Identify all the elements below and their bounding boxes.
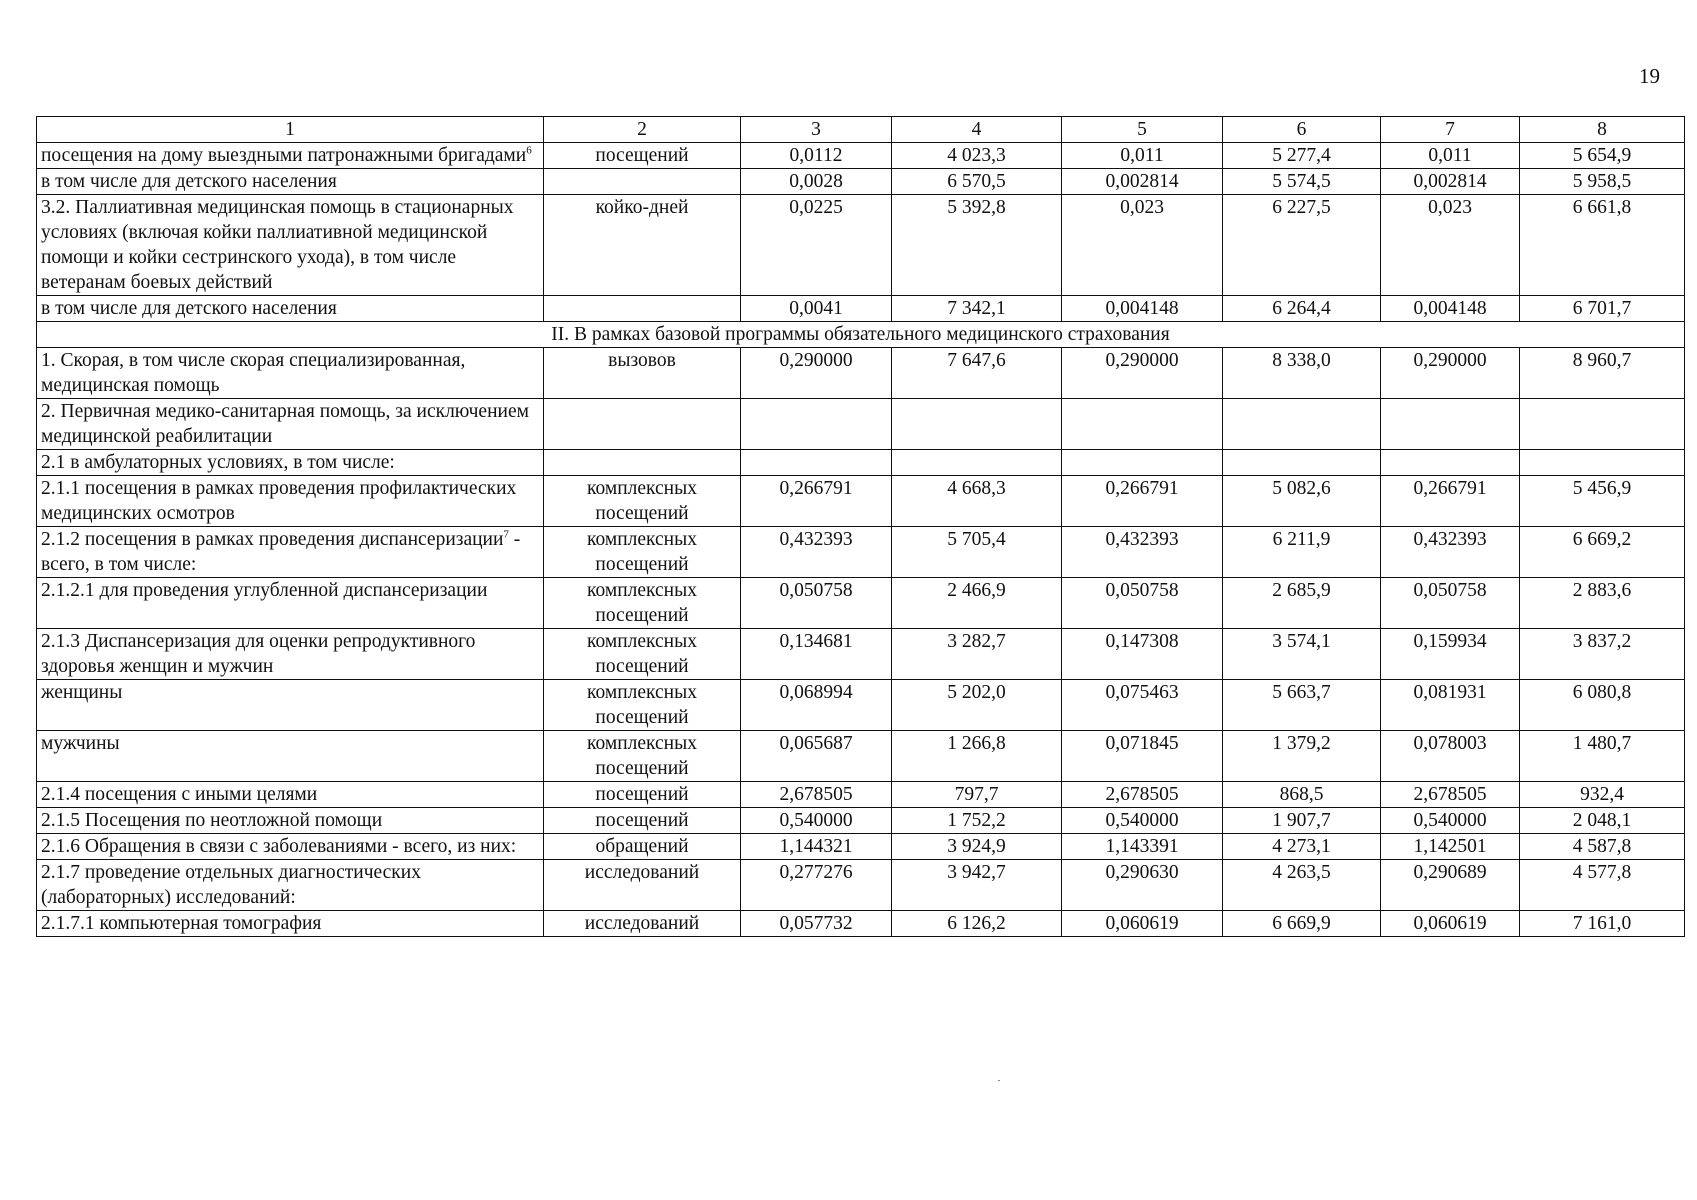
table-row [37, 143, 1685, 169]
value-cell: 7 161,0 [1520, 911, 1685, 937]
unit-cell: посещений [544, 782, 741, 808]
unit-cell [544, 296, 741, 322]
value-cell: 0,290630 [1062, 860, 1223, 911]
value-cell: 2 685,9 [1223, 578, 1381, 629]
table-row [37, 348, 1685, 399]
table-row [37, 860, 1685, 911]
table-row [37, 195, 1685, 296]
value-cell: 0,065687 [741, 731, 892, 782]
value-cell: 0,060619 [1062, 911, 1223, 937]
unit-cell: комплексных посещений [544, 578, 741, 629]
value-cell: 6 126,2 [892, 911, 1062, 937]
value-cell: 5 958,5 [1520, 169, 1685, 195]
row-label: 2. Первичная медико-санитарная помощь, за исключением медицинской реабилитации [41, 401, 529, 447]
value-cell [741, 450, 892, 476]
table-row [37, 808, 1685, 834]
value-cell: 1,144321 [741, 834, 892, 860]
value-cell: 0,023 [1062, 195, 1223, 296]
row-label-cell [37, 834, 544, 860]
value-cell: 0,011 [1381, 143, 1520, 169]
section-title: II. В рамках базовой программы обязательного медицинского страхования [37, 322, 1685, 348]
unit-cell: комплексных посещений [544, 680, 741, 731]
value-cell [1381, 399, 1520, 450]
unit-cell: посещений [544, 808, 741, 834]
row-label-cell [37, 399, 544, 450]
value-cell: 5 574,5 [1223, 169, 1381, 195]
unit-cell: исследований [544, 911, 741, 937]
unit-cell: обращений [544, 834, 741, 860]
row-label: мужчины [41, 733, 120, 754]
value-cell: 0,266791 [1381, 476, 1520, 527]
table-row [37, 169, 1685, 195]
row-label-tail: - всего, в том числе: [41, 529, 521, 575]
value-cell: 3 837,2 [1520, 629, 1685, 680]
value-cell: 1 266,8 [892, 731, 1062, 782]
value-cell: 0,078003 [1381, 731, 1520, 782]
norms-table [36, 116, 1685, 937]
row-label: 2.1.2.1 для проведения углубленной диспансеризации [41, 580, 488, 601]
value-cell: 3 924,9 [892, 834, 1062, 860]
row-label-cell [37, 348, 544, 399]
value-cell: 0,023 [1381, 195, 1520, 296]
value-cell: 797,7 [892, 782, 1062, 808]
row-label: в том числе для детского населения [41, 171, 337, 192]
unit-cell [544, 169, 741, 195]
value-cell: 0,002814 [1062, 169, 1223, 195]
value-cell: 0,0112 [741, 143, 892, 169]
row-label: 2.1.1 посещения в рамках проведения профилактических медицинских осмотров [41, 478, 517, 524]
footnote-mark: 6 [526, 144, 532, 157]
value-cell: 2 466,9 [892, 578, 1062, 629]
table-row [37, 731, 1685, 782]
value-cell: 0,011 [1062, 143, 1223, 169]
header-row [37, 117, 1685, 143]
table-row [37, 527, 1685, 578]
value-cell: 4 273,1 [1223, 834, 1381, 860]
unit-cell: вызовов [544, 348, 741, 399]
unit-cell: посещений [544, 143, 741, 169]
value-cell: 8 960,7 [1520, 348, 1685, 399]
value-cell: 0,290000 [741, 348, 892, 399]
value-cell: 2 048,1 [1520, 808, 1685, 834]
value-cell: 6 669,2 [1520, 527, 1685, 578]
header-cell: 7 [1381, 117, 1520, 143]
row-label-cell [37, 782, 544, 808]
value-cell: 0,004148 [1062, 296, 1223, 322]
value-cell: 5 392,8 [892, 195, 1062, 296]
row-label-cell [37, 450, 544, 476]
row-label: посещения на дому выездными патронажными бригадами [41, 145, 527, 166]
header-cell: 3 [741, 117, 892, 143]
row-label-cell [37, 296, 544, 322]
value-cell: 5 277,4 [1223, 143, 1381, 169]
value-cell: 8 338,0 [1223, 348, 1381, 399]
header-cell: 8 [1520, 117, 1685, 143]
row-label: 2.1.2 посещения в рамках проведения диспансеризации [41, 529, 504, 550]
row-label: женщины [41, 682, 123, 703]
value-cell: 5 663,7 [1223, 680, 1381, 731]
value-cell: 0,266791 [1062, 476, 1223, 527]
value-cell: 0,277276 [741, 860, 892, 911]
row-label: 2.1.7.1 компьютерная томография [41, 913, 322, 934]
value-cell: 0,050758 [741, 578, 892, 629]
value-cell: 4 577,8 [1520, 860, 1685, 911]
row-label: 1. Скорая, в том числе скорая специализированная, медицинская помощь [41, 350, 466, 396]
value-cell [1062, 450, 1223, 476]
row-label: в том числе для детского населения [41, 298, 337, 319]
value-cell [1223, 399, 1381, 450]
value-cell: 5 456,9 [1520, 476, 1685, 527]
unit-cell [544, 399, 741, 450]
value-cell: 0,540000 [1381, 808, 1520, 834]
table-row [37, 450, 1685, 476]
unit-cell: комплексных посещений [544, 629, 741, 680]
value-cell: 6 227,5 [1223, 195, 1381, 296]
row-label-cell [37, 578, 544, 629]
value-cell: 0,266791 [741, 476, 892, 527]
header-cell: 4 [892, 117, 1062, 143]
row-label-cell [37, 629, 544, 680]
value-cell: 2,678505 [741, 782, 892, 808]
row-label: 3.2. Паллиативная медицинская помощь в стационарных условиях (включая койки паллиативной медицинской помощи и койки сестринского ухода), в том числе ветеранам боевых действий [41, 197, 514, 293]
header-cell: 1 [37, 117, 544, 143]
value-cell: 0,134681 [741, 629, 892, 680]
row-label-cell [37, 476, 544, 527]
value-cell [1520, 399, 1685, 450]
header-cell: 5 [1062, 117, 1223, 143]
unit-cell: койко-дней [544, 195, 741, 296]
value-cell: 0,071845 [1062, 731, 1223, 782]
value-cell: 4 023,3 [892, 143, 1062, 169]
table-row [37, 399, 1685, 450]
row-label-cell [37, 731, 544, 782]
scan-speck [998, 1080, 1000, 1081]
value-cell: 3 574,1 [1223, 629, 1381, 680]
table-body [37, 117, 1685, 937]
row-label: 2.1.5 Посещения по неотложной помощи [41, 810, 383, 831]
value-cell: 0,075463 [1062, 680, 1223, 731]
value-cell: 0,004148 [1381, 296, 1520, 322]
table-row [37, 834, 1685, 860]
row-label-cell [37, 527, 544, 578]
unit-cell: комплексных посещений [544, 527, 741, 578]
unit-cell: комплексных посещений [544, 476, 741, 527]
value-cell: 0,432393 [1381, 527, 1520, 578]
value-cell: 0,068994 [741, 680, 892, 731]
value-cell: 1 379,2 [1223, 731, 1381, 782]
row-label-cell [37, 143, 544, 169]
value-cell: 6 080,8 [1520, 680, 1685, 731]
value-cell: 3 942,7 [892, 860, 1062, 911]
value-cell: 0,290000 [1062, 348, 1223, 399]
value-cell: 5 202,0 [892, 680, 1062, 731]
value-cell [892, 399, 1062, 450]
value-cell: 0,0028 [741, 169, 892, 195]
header-cell: 2 [544, 117, 741, 143]
value-cell [1062, 399, 1223, 450]
value-cell [1520, 450, 1685, 476]
table-row [37, 578, 1685, 629]
value-cell: 4 668,3 [892, 476, 1062, 527]
row-label-cell [37, 169, 544, 195]
row-label-cell [37, 911, 544, 937]
value-cell: 932,4 [1520, 782, 1685, 808]
value-cell: 2,678505 [1062, 782, 1223, 808]
value-cell: 6 264,4 [1223, 296, 1381, 322]
value-cell: 0,540000 [741, 808, 892, 834]
table-row [37, 629, 1685, 680]
value-cell: 0,060619 [1381, 911, 1520, 937]
value-cell: 5 654,9 [1520, 143, 1685, 169]
table-row [37, 476, 1685, 527]
value-cell: 0,432393 [741, 527, 892, 578]
row-label: 2.1.3 Диспансеризация для оценки репродуктивного здоровья женщин и мужчин [41, 631, 476, 677]
value-cell: 0,050758 [1381, 578, 1520, 629]
table-row [37, 296, 1685, 322]
row-label-cell [37, 860, 544, 911]
value-cell: 0,050758 [1062, 578, 1223, 629]
value-cell [892, 450, 1062, 476]
value-cell: 4 587,8 [1520, 834, 1685, 860]
table-row [37, 680, 1685, 731]
value-cell: 4 263,5 [1223, 860, 1381, 911]
value-cell: 1 752,2 [892, 808, 1062, 834]
value-cell: 2,678505 [1381, 782, 1520, 808]
value-cell: 7 647,6 [892, 348, 1062, 399]
row-label-cell [37, 808, 544, 834]
value-cell [1381, 450, 1520, 476]
value-cell: 1,142501 [1381, 834, 1520, 860]
value-cell: 5 082,6 [1223, 476, 1381, 527]
value-cell [741, 399, 892, 450]
value-cell: 0,057732 [741, 911, 892, 937]
value-cell: 1,143391 [1062, 834, 1223, 860]
value-cell: 0,159934 [1381, 629, 1520, 680]
row-label-cell [37, 680, 544, 731]
value-cell: 6 570,5 [892, 169, 1062, 195]
value-cell: 0,002814 [1381, 169, 1520, 195]
table-row [37, 782, 1685, 808]
value-cell: 1 480,7 [1520, 731, 1685, 782]
value-cell: 7 342,1 [892, 296, 1062, 322]
value-cell: 0,147308 [1062, 629, 1223, 680]
footnote-mark: 7 [503, 528, 509, 541]
value-cell: 0,290689 [1381, 860, 1520, 911]
row-label: 2.1.6 Обращения в связи с заболеваниями - всего, из них: [41, 836, 517, 857]
unit-cell: исследований [544, 860, 741, 911]
value-cell: 0,081931 [1381, 680, 1520, 731]
value-cell: 3 282,7 [892, 629, 1062, 680]
value-cell: 6 669,9 [1223, 911, 1381, 937]
row-label: 2.1 в амбулаторных условиях, в том числе: [41, 452, 395, 473]
value-cell: 6 661,8 [1520, 195, 1685, 296]
value-cell: 6 211,9 [1223, 527, 1381, 578]
value-cell: 6 701,7 [1520, 296, 1685, 322]
page-number: 19 [1639, 64, 1660, 88]
value-cell [1223, 450, 1381, 476]
value-cell: 0,0041 [741, 296, 892, 322]
section-row [37, 322, 1685, 348]
row-label-cell [37, 195, 544, 296]
value-cell: 0,540000 [1062, 808, 1223, 834]
value-cell: 5 705,4 [892, 527, 1062, 578]
header-cell: 6 [1223, 117, 1381, 143]
value-cell: 0,432393 [1062, 527, 1223, 578]
unit-cell [544, 450, 741, 476]
value-cell: 0,0225 [741, 195, 892, 296]
table-row [37, 911, 1685, 937]
value-cell: 868,5 [1223, 782, 1381, 808]
value-cell: 2 883,6 [1520, 578, 1685, 629]
unit-cell: комплексных посещений [544, 731, 741, 782]
row-label: 2.1.7 проведение отдельных диагностических (лабораторных) исследований: [41, 862, 421, 908]
row-label: 2.1.4 посещения с иными целями [41, 784, 318, 805]
value-cell: 1 907,7 [1223, 808, 1381, 834]
value-cell: 0,290000 [1381, 348, 1520, 399]
